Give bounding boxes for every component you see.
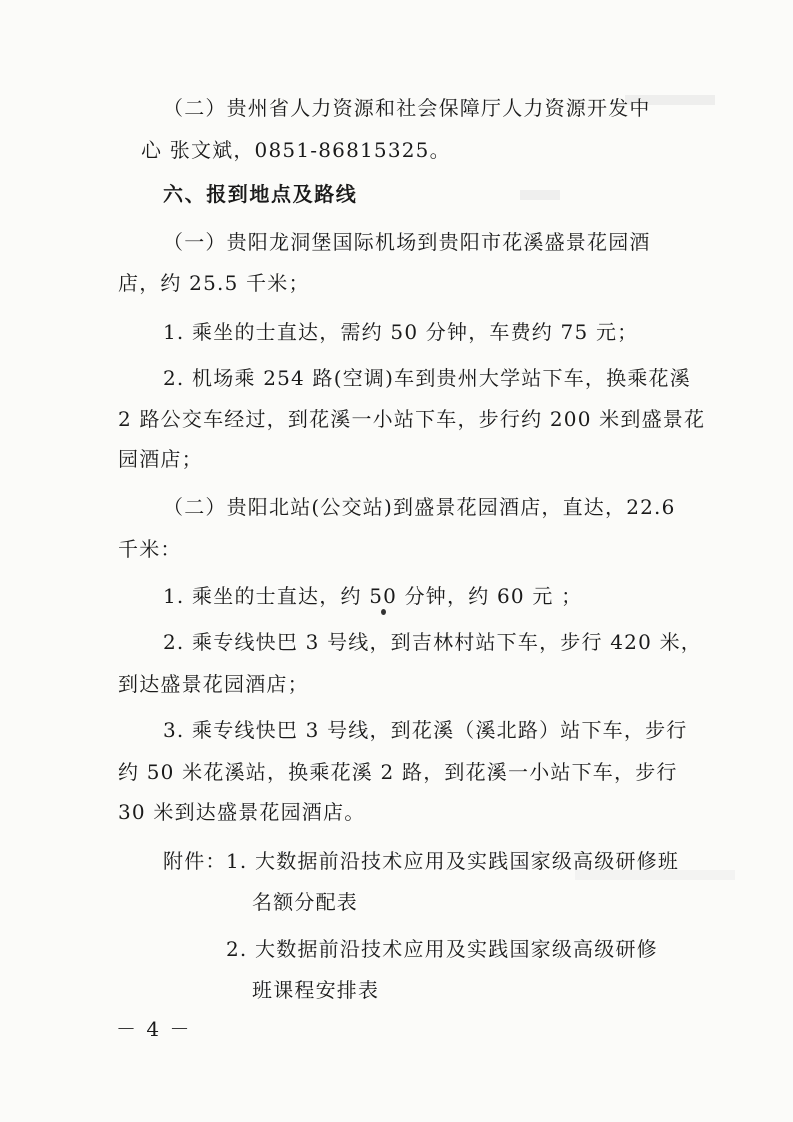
- route-2-line-2: 千米：: [118, 537, 182, 561]
- route-2-line-1: （二）贵阳北站(公交站)到盛景花园酒店，直达，22.6: [163, 495, 676, 519]
- bleed-through-mark: [520, 190, 560, 200]
- page-number: － 4 －: [116, 1017, 192, 1041]
- contact-item-2-line-1: （二）贵州省人力资源和社会保障厅人力资源开发中: [163, 96, 651, 120]
- attachments-label: 附件：: [163, 849, 227, 873]
- attachment-2-line-1: 2. 大数据前沿技术应用及实践国家级高级研修: [226, 937, 658, 961]
- attachment-1-line-1: 1. 大数据前沿技术应用及实践国家级高级研修班: [226, 849, 680, 873]
- attachment-1-line-2: 名额分配表: [252, 890, 358, 914]
- contact-item-2-line-2: 心 张文斌，0851-86815325。: [141, 138, 451, 162]
- route-1-line-2: 店，约 25.5 千米；: [118, 271, 310, 295]
- attachment-2-line-2: 班课程安排表: [252, 978, 380, 1002]
- route-1-option-2-line-2: 2 路公交车经过，到花溪一小站下车，步行约 200 米到盛景花: [118, 407, 706, 431]
- route-2-option-2-line-1: 2. 乘专线快巴 3 号线，到吉林村站下车，步行 420 米，: [163, 630, 702, 654]
- route-1-line-1: （一）贵阳龙洞堡国际机场到贵阳市花溪盛景花园酒: [163, 230, 651, 254]
- ink-speck: [381, 609, 386, 615]
- route-2-option-1: 1. 乘坐的士直达，约 50 分钟，约 60 元 ；: [163, 584, 583, 608]
- route-2-option-3-line-2: 约 50 米花溪站，换乘花溪 2 路，到花溪一小站下车，步行: [118, 760, 678, 784]
- route-1-option-1: 1. 乘坐的士直达，需约 50 分钟，车费约 75 元；: [163, 320, 639, 344]
- route-2-option-3-line-3: 30 米到达盛景花园酒店。: [118, 800, 366, 824]
- route-2-option-3-line-1: 3. 乘专线快巴 3 号线，到花溪（溪北路）站下车，步行: [163, 718, 688, 742]
- route-2-option-2-line-2: 到达盛景花园酒店；: [118, 672, 309, 696]
- section-6-heading: 六、报到地点及路线: [163, 182, 358, 206]
- route-1-option-2-line-1: 2. 机场乘 254 路(空调)车到贵州大学站下车，换乘花溪: [163, 366, 691, 390]
- route-1-option-2-line-3: 园酒店；: [118, 447, 203, 471]
